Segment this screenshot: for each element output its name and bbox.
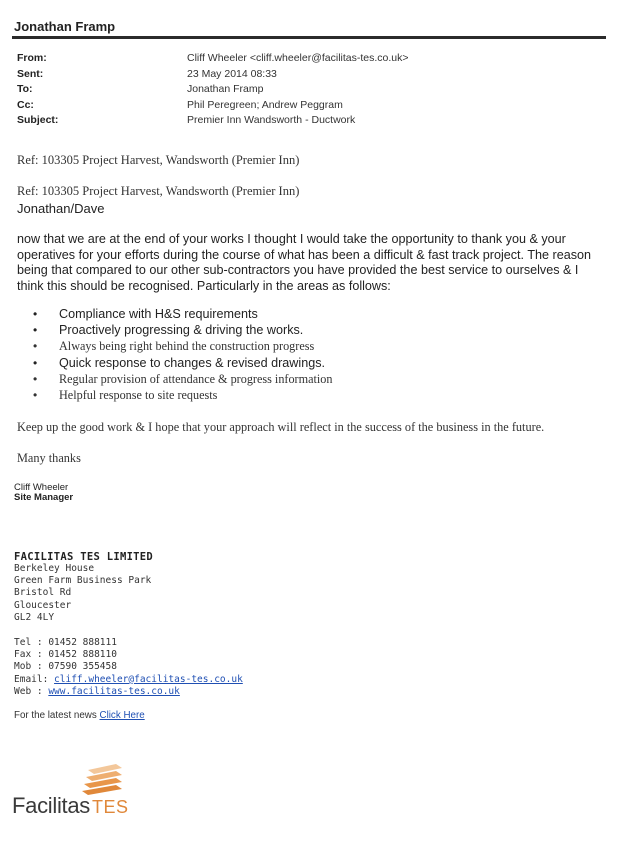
list-item: • Compliance with H&S requirements bbox=[33, 306, 332, 322]
contact-details bbox=[14, 637, 243, 698]
list-item: • Quick response to changes & revised drawings. bbox=[33, 355, 332, 371]
list-item: • Helpful response to site requests bbox=[33, 387, 332, 403]
tel-line: Tel : 01452 888111 bbox=[14, 637, 117, 648]
header-row-to bbox=[17, 82, 409, 98]
logo-text-main: Facilitas bbox=[12, 793, 90, 818]
sign-off: Many thanks bbox=[17, 451, 81, 465]
to-value: Jonathan Framp bbox=[187, 83, 264, 95]
closing-sentence: Keep up the good work & I hope that your approach will reflect in the success of the business in the future. bbox=[17, 420, 545, 434]
address-line: GL2 4LY bbox=[14, 611, 55, 623]
list-item: • Regular provision of attendance & progress information bbox=[33, 371, 332, 387]
greeting: Jonathan/Dave bbox=[17, 201, 105, 216]
from-label: From: bbox=[17, 52, 47, 64]
news-line bbox=[14, 710, 145, 721]
company-name: FACILITAS TES LIMITED bbox=[14, 551, 154, 563]
address-line: Green Farm Business Park bbox=[14, 575, 152, 587]
logo-wordmark bbox=[12, 793, 129, 819]
praise-list bbox=[33, 306, 332, 403]
to-label: To: bbox=[17, 83, 33, 95]
email-label: Email: bbox=[14, 673, 55, 685]
email-link[interactable]: cliff.wheeler@facilitas-tes.co.uk bbox=[54, 673, 243, 685]
reference-line-2: Ref: 103305 Project Harvest, Wandsworth (Premier Inn) bbox=[17, 184, 300, 198]
click-here-link[interactable]: Click Here bbox=[99, 710, 145, 721]
mob-line: Mob : 07590 355458 bbox=[14, 661, 117, 673]
reference-line-1: Ref: 103305 Project Harvest, Wandsworth (Premier Inn) bbox=[17, 153, 300, 167]
header-row-sent bbox=[17, 67, 409, 83]
cc-value: Phil Peregreen; Andrew Peggram bbox=[187, 98, 343, 111]
cc-label: Cc: bbox=[17, 98, 34, 111]
sent-value: 23 May 2014 08:33 bbox=[187, 67, 277, 80]
header-row-cc bbox=[17, 98, 409, 114]
header-rule bbox=[12, 36, 606, 39]
printer-name: Jonathan Framp bbox=[14, 19, 116, 34]
logo-text-accent: TES bbox=[92, 797, 129, 817]
web-label: Web : bbox=[14, 685, 49, 697]
list-item: • Always being right behind the construction progress bbox=[33, 338, 332, 354]
header-row-subject bbox=[17, 113, 409, 129]
signature-title: Site Manager bbox=[14, 492, 74, 503]
body-paragraph: now that we are at the end of your works I thought I would take the opportunity to thank you & your operatives for your efforts during the course of what has been a difficult & fast track project. The reason being that compared to our other sub-contractors you have provided the best service to ourselves & I think this should be recognised. Particularly in the areas as follows: bbox=[17, 232, 592, 293]
signature-name: Cliff Wheeler bbox=[14, 482, 69, 493]
web-line bbox=[14, 686, 243, 698]
company-address bbox=[14, 563, 151, 624]
company-logo bbox=[10, 764, 160, 828]
fax-line: Fax : 01452 888110 bbox=[14, 649, 117, 661]
email-header bbox=[17, 51, 409, 129]
subject-value: Premier Inn Wandsworth - Ductwork bbox=[187, 114, 356, 126]
address-line: Berkeley House bbox=[14, 563, 95, 574]
address-line: Gloucester bbox=[14, 599, 72, 611]
address-line: Bristol Rd bbox=[14, 587, 72, 599]
list-item: • Proactively progressing & driving the works. bbox=[33, 322, 332, 338]
header-row-from bbox=[17, 51, 409, 67]
news-text: For the latest news bbox=[14, 710, 100, 721]
sent-label: Sent: bbox=[17, 67, 44, 80]
web-link[interactable]: www.facilitas-tes.co.uk bbox=[48, 685, 180, 697]
from-value: Cliff Wheeler <cliff.wheeler@facilitas-tes.co.uk> bbox=[187, 52, 409, 64]
email-line bbox=[14, 674, 243, 686]
subject-label: Subject: bbox=[17, 114, 59, 126]
